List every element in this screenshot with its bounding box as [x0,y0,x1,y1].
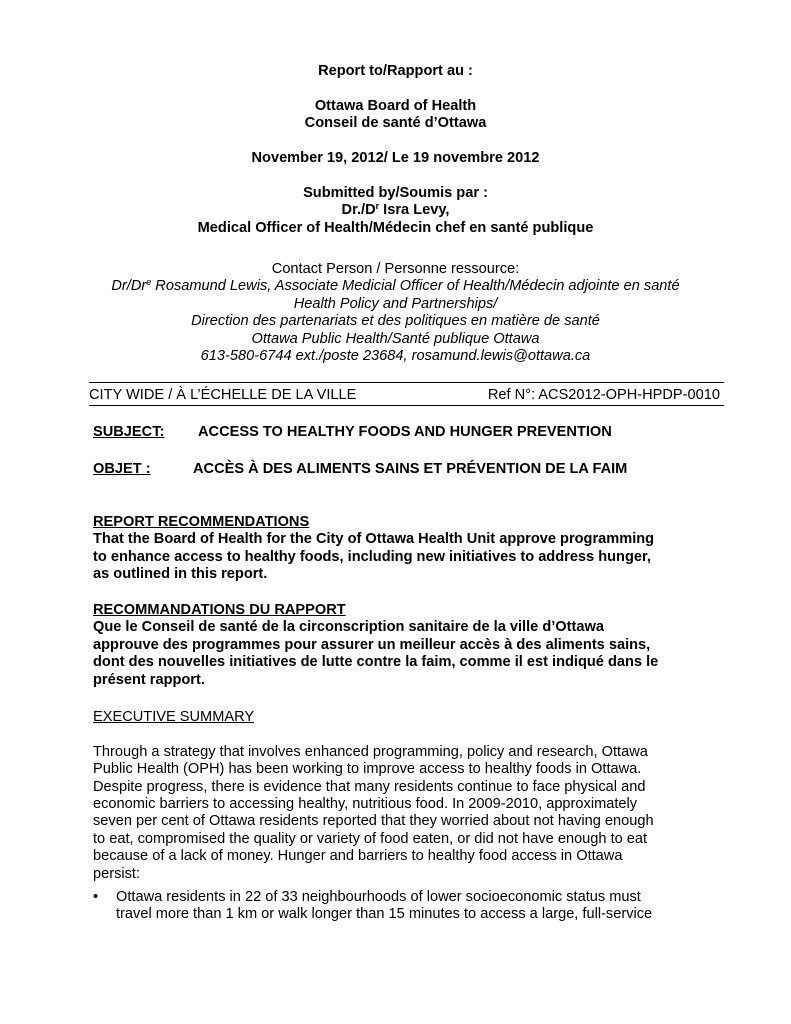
report-to-label: Report to/Rapport au : [318,63,473,79]
bullet-text [116,889,706,924]
reference-number: Ref N°: ACS2012-OPH-HPDP-0010 [487,387,720,403]
recommendations-line: That the Board of Health for the City of Ottawa Health Unit approve programming [93,531,655,548]
recommandations-line: approuve des programmes pour assurer un meilleur accès à des aliments sains, [93,636,651,653]
contact-line-3: Direction des partenariats et des politiques en matière de santé [191,313,600,330]
contact-line-5: 613-580-6744 ext./poste 23684, rosamund.lewis@ottawa.ca [200,348,591,365]
city-ref-line [89,382,724,406]
recommandations-line: dont des nouvelles initiatives de lutte contre la faim, comme il est indiqué dans le [93,654,659,671]
subject-text: ACCESS TO HEALTHY FOODS AND HUNGER PREVENTION [198,424,612,440]
bullet-icon: • [93,889,99,905]
contact-name-prefix: Dr/Dr [111,278,147,295]
objet-text: ACCÈS À DES ALIMENTS SAINS ET PRÉVENTION DE LA FAIM [193,461,628,477]
bullet-line: travel more than 1 km or walk longer than 15 minutes to access a large, full-service [116,906,653,923]
contact-name [0,278,791,295]
contact-block [0,261,791,365]
submitter-name-text: Isra Levy, [379,202,450,219]
objet-label: OBJET : [93,461,151,477]
submitter-name [0,202,791,219]
summary-line: because of a lack of money. Hunger and barriers to healthy food access in Ottawa [93,848,623,865]
recommendations-heading: REPORT RECOMMENDATIONS [93,514,310,530]
board-name-en: Ottawa Board of Health [314,97,477,114]
summary-line: persist: [93,865,141,882]
summary-line: Despite progress, there is evidence that many residents continue to face physical and [93,778,646,795]
recommendations-line: to enhance access to healthy foods, including new initiatives to address hunger, [93,548,651,565]
contact-label: Contact Person / Personne ressource: [271,261,520,277]
board-name-fr: Conseil de santé d’Ottawa [304,115,487,132]
submitted-by-label: Submitted by/Soumis par : [303,184,488,201]
executive-summary [93,709,703,883]
contact-line-2: Health Policy and Partnerships/ [293,295,498,312]
bullet-line: Ottawa residents in 22 of 33 neighbourhoods of lower socioeconomic status must [116,889,641,905]
submitter-superscript: r [375,201,380,212]
recommendations-line: as outlined in this report. [93,566,268,583]
submitter-prefix: Dr./D [341,202,376,219]
report-header [0,63,791,237]
recommandations-heading: RECOMMANDATIONS DU RAPPORT [93,602,346,618]
summary-line: seven per cent of Ottawa residents reported that they worried about not having enough [93,813,654,830]
summary-line: economic barriers to accessing healthy, nutritious food. In 2009-2010, approximately [93,796,638,813]
report-recommendations [93,514,703,584]
subject-label: SUBJECT: [93,424,165,440]
contact-name-superscript: e [146,277,152,288]
recommandations-line: présent rapport. [93,671,205,688]
contact-line-4: Ottawa Public Health/Santé publique Ottawa [251,330,540,347]
summary-line: Public Health (OPH) has been working to improve access to healthy foods in Ottawa. [93,761,642,778]
summary-line: Through a strategy that involves enhanced programming, policy and research, Ottawa [93,743,648,760]
summary-line: to eat, compromised the quality or variety of food eaten, or did not have enough to eat [93,830,648,847]
report-date: November 19, 2012/ Le 19 novembre 2012 [251,150,540,166]
recommandations-du-rapport [93,602,703,689]
city-scope: CITY WIDE / À L’ÉCHELLE DE LA VILLE [89,387,357,403]
contact-name-text: Rosamund Lewis, Associate Medicial Officer of Health/Médecin adjointe en santé [151,278,680,295]
submitter-title: Medical Officer of Health/Médecin chef en santé publique [197,219,594,236]
executive-summary-heading: EXECUTIVE SUMMARY [93,709,255,725]
recommandations-line: Que le Conseil de santé de la circonscription sanitaire de la ville d’Ottawa [93,619,604,636]
